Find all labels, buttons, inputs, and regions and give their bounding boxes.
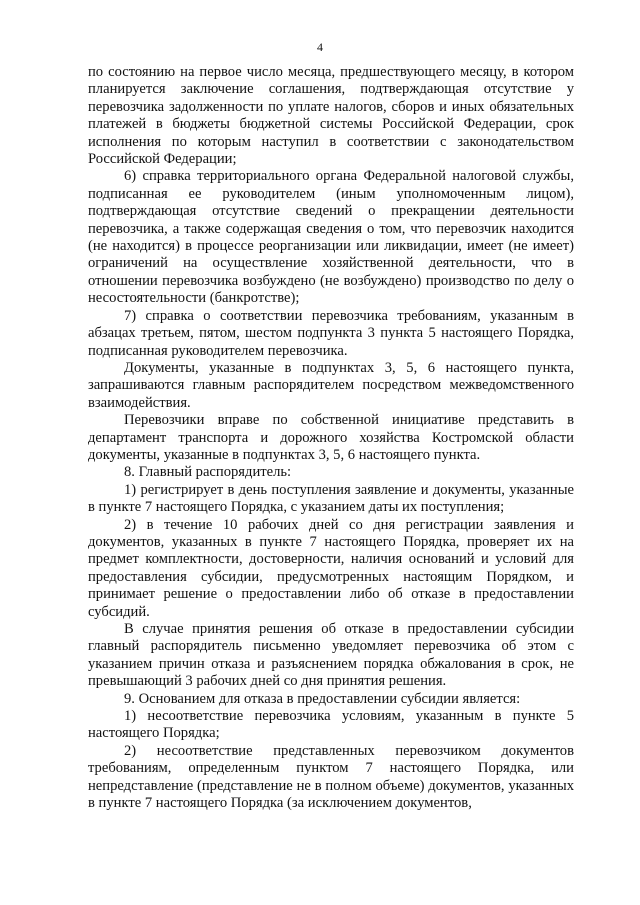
paragraph-documents-requested: Документы, указанные в подпунктах 3, 5, 6 настоящего пункта, запрашиваются главным распорядителем посредством межведомственного взаимодействия.: [88, 359, 574, 411]
paragraph-section-9-item-2: 2) несоответствие представленных перевозчиком документов требованиям, определенным пунктом 7 настоящего Порядка, или непредставление (представление не в полном объеме) документов, указанных в пункте 7 настоящего Порядка (за исключением документов,: [88, 742, 574, 812]
paragraph-item-6: 6) справка территориального органа Федеральной налоговой службы, подписанная ее руководителем (иным уполномоченным лицом), подтверждающая отсутствие сведений о прекращении деятельности перевозчика, а также содержащая сведения о том, что перевозчик находится (не находится) в процессе реорганизации или ликвидации, имеет (не имеет) ограничений на осуществление хозяйственной деятельности, что в отношении перевозчика возбуждено (не возбуждено) производство по делу о несостоятельности (банкротстве);: [88, 168, 574, 307]
paragraph-section-9-item-1: 1) несоответствие перевозчика условиям, указанным в пункте 5 настоящего Порядка;: [88, 708, 574, 742]
paragraph-item-7: 7) справка о соответствии перевозчика требованиям, указанным в абзацах третьем, пятом, шестом подпункта 3 пункта 5 настоящего Порядка, подписанная руководителем перевозчика.: [88, 307, 574, 359]
document-body: [88, 64, 574, 812]
paragraph-refusal-notice: В случае принятия решения об отказе в предоставлении субсидии главный распорядитель письменно уведомляет перевозчика об этом с указанием причин отказа и разъяснением порядка обжалования в срок, не превышающий 3 рабочих дней со дня принятия решения.: [88, 621, 574, 690]
page-number: 4: [317, 40, 323, 54]
paragraph-carriers-initiative: Перевозчики вправе по собственной инициативе представить в департамент транспорта и дорожного хозяйства Костромской области документы, указанные в подпунктах 3, 5, 6 настоящего пункта.: [88, 412, 574, 463]
paragraph-continuation: по состоянию на первое число месяца, предшествующего месяцу, в котором планируется заключение соглашения, подтверждающая отсутствие у перевозчика задолженности по уплате налогов, сборов и иных обязательных платежей в бюджеты бюджетной системы Российской Федерации, срок исполнения по которым наступил в соответствии с законодательством Российской Федерации;: [88, 64, 574, 168]
paragraph-section-8-item-2: 2) в течение 10 рабочих дней со дня регистрации заявления и документов, указанных в пункте 7 настоящего Порядка, проверяет их на предмет комплектности, достоверности, наличия оснований и условий для предоставления субсидии, предусмотренных настоящим Порядком, и принимает решение о предоставлении либо об отказе в предоставлении субсидий.: [88, 516, 574, 620]
paragraph-section-8-heading: 8. Главный распорядитель:: [124, 464, 292, 481]
paragraph-section-8-item-1: 1) регистрирует в день поступления заявление и документы, указанные в пункте 7 настоящего Порядка, с указанием даты их поступления;: [88, 481, 574, 516]
paragraph-section-9-heading: 9. Основанием для отказа в предоставлении субсидии является:: [124, 690, 521, 707]
